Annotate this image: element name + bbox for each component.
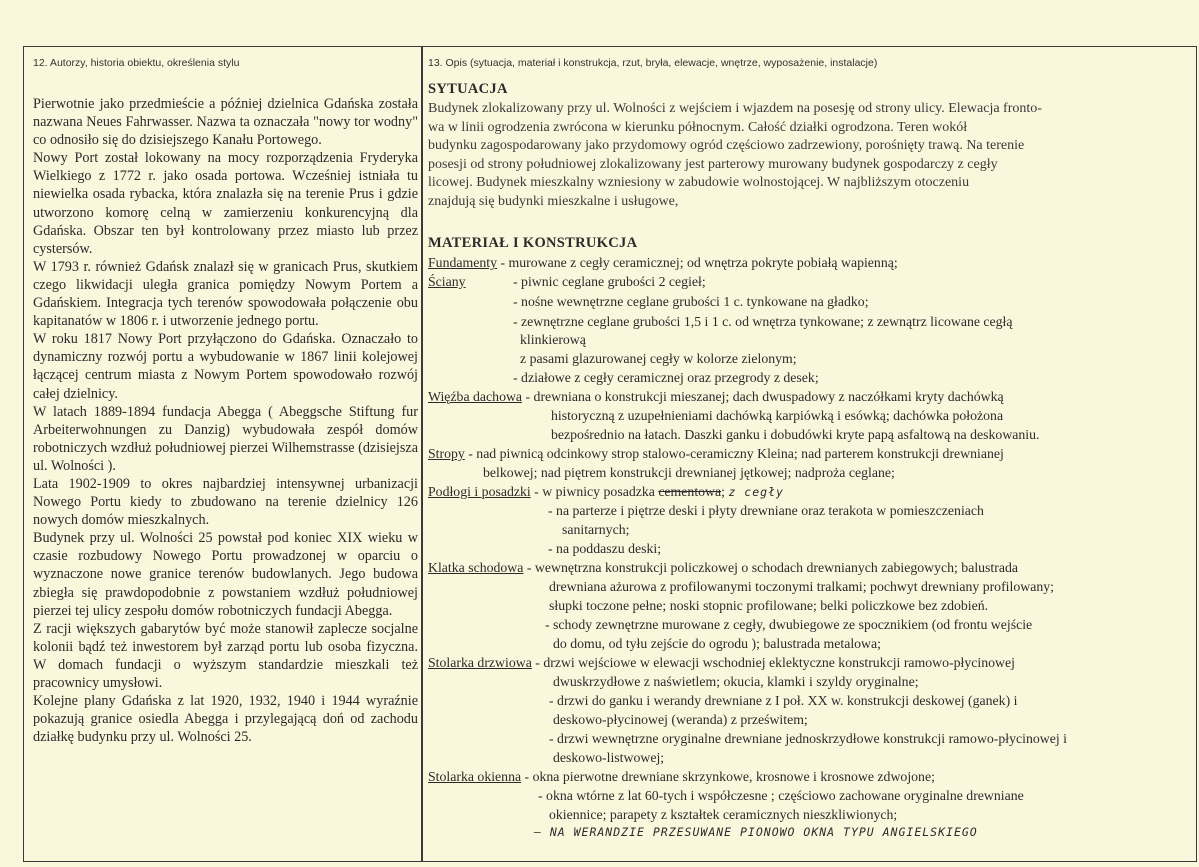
- stolarka-okienna-handwritten-note: – NA WERANDZIE PRZESUWANE PIONOWO OKNA TYPU ANGIELSKIEGO: [534, 825, 978, 839]
- podlogi-line: - na poddaszu deski;: [548, 541, 662, 556]
- history-paragraph: Kolejne plany Gdańska z lat 1920, 1932, 1940 i 1944 wyraźnie pokazują granice osiedla Abegga i przylegającą doń od zachodu działkę budynku przy ul. Wolności 25.: [33, 693, 418, 746]
- stropy-line: belkowej; nad piętrem konstrukcji drewnianej jętkowej; nadproża ceglane;: [483, 465, 895, 480]
- stolarka-okienna-line: okiennice; parapety z kształtek ceramicznych nieszkliwionych;: [549, 807, 898, 822]
- situation-line: znajdują się budynki mieszkalne i usługowe,: [428, 193, 679, 209]
- column-divider: [421, 46, 423, 862]
- podlogi-struck-word: cementowa: [658, 484, 722, 499]
- stolarka-okienna-row: [428, 769, 935, 785]
- sciany-line: - zewnętrzne ceglane grubości 1,5 i 1 c. od wnętrza tynkowane; z zewnątrz licowane cegłą: [513, 314, 1013, 329]
- podlogi-handwritten-note: z cegły: [728, 485, 784, 499]
- stolarka-okienna-label: Stolarka okienna: [428, 769, 522, 784]
- right-column-header: 13. Opis (sytuacja, materiał i konstrukcja, rzut, bryła, elewacje, wnętrze, wyposażenie, instalacje): [428, 57, 878, 69]
- material-title: MATERIAŁ I KONSTRUKCJA: [428, 235, 638, 251]
- stolarka-drzwiowa-line: - drzwi wewnętrzne oryginalne drewniane jednoskrzydłowe konstrukcji ramowo-płycinowej i: [549, 731, 1067, 746]
- sciany-line: z pasami glazurowanej cegły w kolorze zielonym;: [520, 351, 797, 366]
- klatka-line: - schody zewnętrzne murowane z cegły, dwubiegowe ze spocznikiem (od frontu wejście: [545, 617, 1033, 632]
- history-paragraph: Nowy Port został lokowany na mocy rozporządzenia Fryderyka Wielkiego z 1772 r. jako osada portowa. Wcześniej istniała tu niewielka osada rybacka, która znalazła się na terenie Prus i gdzie utworzono komorę celną w zamierzeniu konkurencyjną dla Gdańska. Obszar ten był kontrolowany przez miasto lub przez cystersów.: [33, 150, 418, 257]
- fundamenty-text: - murowane z cegły ceramicznej; od wnętrza pokryte pobiałą wapienną;: [496, 255, 898, 270]
- stolarka-drzwiowa-line: deskowo-listwowej;: [553, 750, 665, 765]
- wiezba-line: historyczną z uzupełnieniami dachówką karpiówką i esówką; dachówka położona: [551, 408, 1004, 423]
- wiezba-label: Więźba dachowa: [428, 389, 523, 404]
- klatka-text: - wewnętrzna konstrukcji policzkowej o schodach drewnianych zabiegowych; balustrada: [523, 560, 1018, 575]
- history-text: [33, 95, 418, 746]
- stolarka-okienna-line: - okna wtórne z lat 60-tych i współczesne ; częściowo zachowane oryginalne drewniane: [538, 788, 1024, 803]
- klatka-row: [428, 560, 1018, 576]
- podlogi-text: ;: [721, 484, 729, 499]
- sciany-line: - działowe z cegły ceramicznej oraz przegrody z desek;: [513, 370, 819, 385]
- situation-line: posesji od strony południowej zlokalizowany jest parterowy murowany budynek gospodarczy z cegły: [428, 156, 998, 172]
- klatka-line: drewniana ażurowa z profilowanymi toczonymi tralkami; pochwyt drewniany profilowany;: [549, 579, 1054, 594]
- podlogi-text: - w piwnicy posadzka: [530, 484, 659, 499]
- history-paragraph: W 1793 r. również Gdańsk znalazł się w granicach Prus, skutkiem czego likwidacji uległa granica pomiędzy Nowym Portem a Gdańskiem. Integracja tych terenów spowodowała połączenie obu kapitanatów w 1806 r. i utworzenie jednego portu.: [33, 258, 418, 330]
- podlogi-label: Podłogi i posadzki: [428, 484, 531, 499]
- situation-line: wa w linii ogrodzenia zwrócona w kierunku północnym. Całość działki ogrodzona. Teren wokół: [428, 119, 968, 135]
- klatka-line: do domu, od tyłu zejście do ogrodu ); balustrada metalowa;: [553, 636, 881, 651]
- history-paragraph: Lata 1902-1909 to okres najbardziej intensywnej urbanizacji Nowego Portu kiedy to zbudowano na terenie dzielnicy 126 nowych domów mieszkalnych.: [33, 475, 418, 529]
- history-paragraph: W latach 1889-1894 fundacja Abegga ( Abeggsche Stiftung fur Arbeiterwohnungen zu Danzig) wybudowała zespół domów robotniczych wzdłuż południowej pierzei Wilhemstrasse (dzisiejsza ul. Wolności ).: [33, 403, 418, 474]
- podlogi-line: sanitarnych;: [562, 522, 630, 537]
- wiezba-line: bezpośrednio na łatach. Daszki ganku i dobudówki kryte papą asfaltową na deskowaniu.: [551, 427, 1040, 442]
- left-column-header: 12. Autorzy, historia obiektu, określenia stylu: [33, 57, 240, 69]
- situation-text: [428, 100, 1148, 212]
- stolarka-drzwiowa-label: Stolarka drzwiowa: [428, 655, 532, 670]
- stolarka-drzwiowa-line: deskowo-płycinowej (weranda) z prześwitem;: [553, 712, 808, 727]
- stropy-row: [428, 446, 1004, 462]
- klatka-label: Klatka schodowa: [428, 560, 524, 575]
- history-paragraph: Budynek przy ul. Wolności 25 powstał pod koniec XIX wieku w czasie rozbudowy Nowego Portu prowadzonej w oparciu o wyznaczone nowe granice terenów budowlanych. Jego budowa zbiegła się prawdopodobnie z powstaniem wzdłuż południowej pierzei tej ulicy zespołu domów robotniczych fundacji Abegga.: [33, 530, 418, 619]
- stolarka-drzwiowa-text: - drzwi wejściowe w elewacji wschodniej eklektyczne konstrukcji ramowo-płycinowej: [531, 655, 1015, 670]
- history-paragraph: W roku 1817 Nowy Port przyłączono do Gdańska. Oznaczało to dynamiczny rozwój portu a wybudowanie w 1867 linii kolejowej łączącej centrum miasta z Nowym Portem spowodowało rozwój całej dzielnicy.: [33, 331, 418, 402]
- situation-title: SYTUACJA: [428, 81, 508, 97]
- sciany-label-row: [428, 274, 466, 290]
- situation-line: licowej. Budynek mieszkalny wzniesiony w zabudowie wolnostojącej. W najbliższym otoczeniu: [428, 175, 970, 191]
- klatka-line: słupki toczone pełne; noski stopnic profilowane; belki policzkowe bez zdobień.: [549, 598, 989, 613]
- fundamenty-label: Fundamenty: [428, 255, 497, 270]
- stropy-label: Stropy: [428, 446, 465, 461]
- fundamenty-row: [428, 255, 898, 271]
- wiezba-text: - drewniana o konstrukcji mieszanej; dach dwuspadowy z naczółkami kryty dachówką: [522, 389, 1004, 404]
- sciany-line: - piwnic ceglane grubości 2 cegieł;: [513, 274, 706, 289]
- sciany-line: - nośne wewnętrzne ceglane grubości 1 c. tynkowane na gładko;: [513, 294, 869, 309]
- history-paragraph: Z racji większych gabarytów być może stanowił zaplecze socjalne kolonii bądź też inwestorem był zarząd portu lub osoba fizyczna. W domach fundacji o wyższym standardzie mieszkali też pracownicy umysłowi.: [33, 620, 418, 691]
- stropy-text: - nad piwnicą odcinkowy strop stalowo-ceramiczny Kleina; nad parterem konstrukcji drewnianej: [464, 446, 1004, 461]
- stolarka-okienna-text: - okna pierwotne drewniane skrzynkowe, krosnowe i krosnowe zdwojone;: [521, 769, 935, 784]
- history-paragraph: Pierwotnie jako przedmieście a później dzielnica Gdańska została nazwana Neues Fahrwasser. Nazwa ta oznaczała "nowy tor wodny" co odnosiło się do dzisiejszego Kanału Portowego.: [33, 96, 418, 149]
- wiezba-row: [428, 389, 1004, 405]
- stolarka-drzwiowa-row: [428, 655, 1015, 671]
- situation-line: Budynek zlokalizowany przy ul. Wolności z wejściem i wjazdem na posesję od strony ulicy. Elewacja fronto-: [428, 101, 1042, 116]
- sciany-label: Ściany: [428, 274, 466, 289]
- stolarka-drzwiowa-line: dwuskrzydłowe z naświetlem; okucia, klamki i szyldy oryginalne;: [553, 674, 919, 689]
- podlogi-row: [428, 484, 784, 500]
- stolarka-drzwiowa-line: - drzwi do ganku i werandy drewniane z I poł. XX w. konstrukcji deskowej (ganek) i: [549, 693, 1018, 708]
- situation-line: budynku zagospodarowany jako przydomowy ogród częściowo zadrzewiony, porośnięty trawą. Na terenie: [428, 138, 1025, 154]
- sciany-line: klinkierową: [520, 332, 586, 347]
- podlogi-line: - na parterze i piętrze deski i płyty drewniane oraz terakota w pomieszczeniach: [548, 503, 984, 518]
